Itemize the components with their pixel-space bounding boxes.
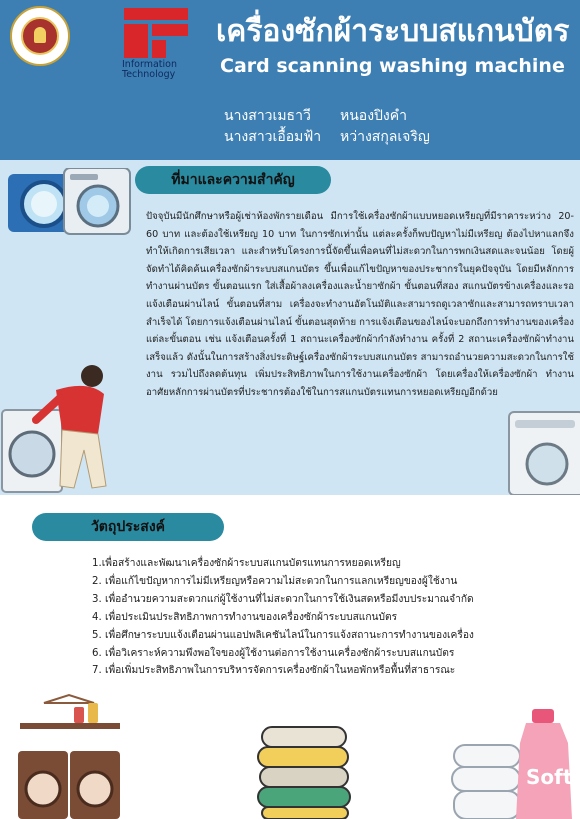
folded-clothes-stack-illustration	[252, 725, 362, 819]
objective-item: 7. เพื่อเพิ่มประสิทธิภาพในการบริหารจัดการเครื่องซักผ้าในหอพักหรือพื้นที่สาธารณะ	[92, 665, 456, 677]
bottle-label: Soft	[526, 765, 573, 789]
section-heading-objectives: วัตถุประสงค์	[32, 513, 224, 541]
it-logo-text	[122, 60, 202, 80]
person-loading-laundry-illustration	[0, 360, 140, 495]
author-first-name: นางสาวเมธาวี	[224, 108, 311, 124]
author-row	[224, 106, 430, 127]
author-last-name: หนองปิงคำ	[340, 108, 407, 124]
title-thai: เครื่องซักผ้าระบบสแกนบัตร	[216, 14, 570, 49]
objective-item: 4. เพื่อประเมินประสิทธิภาพการทำงานของเครื่องซักผ้าระบบสแกนบัตร	[92, 611, 398, 623]
author-last-name: หว่างสกุลเจริญ	[340, 129, 430, 145]
background-section	[0, 160, 580, 495]
college-logo	[10, 6, 70, 66]
background-body-text: ปัจจุบันมีนักศึกษาหรือผู้เช่าห้องพักรายเดือน มีการใช้เครื่องซักผ้าแบบหยอดเหรียญที่มีราคาระหว่าง 20-60 บาท และต้องใช้เหรียญ 10 บาท ในการซักเท่านั้น แต่ละครั้งก็พบปัญหาไม่มีเหรียญ ต้องไปหาแลกจึงทำให้เกิดการเสียเวลา และสำหรับโครงการนี้จัดขึ้นเพื่อคนที่ไม่สะดวกในการพกเงินสดและจนน้อย โดยผู้จัดทำได้คิดค้นเครื่องซักผ้าระบบสแกนบัตร ขึ้นเพื่อแก้ไขปัญหาของประชากรในยุคปัจจุบัน โดยมีหลักการทำงานผ่านบัตร ขั้นตอนแรก ใส่เสื้อผ้าลงเครื่องและน้ำยาซักผ้า ขั้นตอนที่สอง สแกนบัตรข้างเครื่องและรอแจ้งเตือนผ่านไลน์ ขั้นตอนที่สาม เครื่องจะทำงานอัตโนมัติและสามารถดูเวลาซักและสามารถทราบเวลาสำเร็จได้ โดยการแจ้งเตือนผ่านไลน์ ขั้นตอนสุดท้าย การแจ้งเตือนของไลน์จะบอกถึงการทำงานของเครื่อง แต่ละขั้นตอน เช่น แจ้งเตือนครั้งที่ 1 สถานะเครื่องซักผ้ากำลังทำงาน ครั้งที่ 2 สถานะเครื่องซักผ้าทำงานเสร็จแล้ว ดังนั้นในการสร้างสิ่งประดิษฐ์เครื่องซักผ้าระบบสแกนบัตร สามารถอำนวยความสะดวกในการใช้งาน รวมไปถึงลดต้นทุน เพิ่มประสิทธิภาพในการใช้งานเครื่องซักผ้า โดยเครื่องให้เครื่องซักผ้า ทำงานอาศัยหลักการผ่านบัตรที่ประชากรต้องใช้ในการสแกนบัตรแทนการหยอดเหรียญอีกด้วย	[146, 211, 574, 398]
it-logo-line2: Technology	[122, 69, 176, 80]
bottle-icon	[512, 709, 580, 819]
softener-bottle-illustration	[512, 709, 580, 819]
laundry-shelf-illustration	[14, 693, 124, 819]
objective-item: 1.เพื่อสร้างและพัฒนาเครื่องซักผ้าระบบสแกนบัตรแทนการหยอดเหรียญ	[92, 558, 401, 569]
title-english: Card scanning washing machine	[220, 55, 565, 77]
washer-right-illustration	[505, 408, 580, 495]
objectives-list	[92, 555, 572, 680]
author-list	[224, 106, 430, 148]
washing-machines-illustration	[4, 168, 132, 238]
author-first-name: นางสาวเอื้อมฟ้า	[224, 129, 322, 145]
objectives-section	[0, 495, 580, 819]
poster-header	[0, 0, 580, 160]
section-heading-background: ที่มาและความสำคัญ	[135, 166, 331, 194]
objective-item: 3. เพื่ออำนวยความสะดวกแก่ผู้ใช้งานที่ไม่สะดวกในการใช้เงินสดหรือมีงบประมาณจำกัด	[92, 593, 474, 605]
objective-item: 6. เพื่อวิเคราะห์ความพึงพอใจของผู้ใช้งานต่อการใช้งานเครื่องซักผ้าระบบสแกนบัตร	[92, 647, 455, 659]
towels-illustration	[450, 739, 520, 819]
college-emblem-icon	[21, 17, 59, 55]
objective-item: 5. เพื่อศึกษาระบบแจ้งเตือนผ่านแอปพลิเคชันไลน์ในการแจ้งสถานะการทำงานของเครื่อง	[92, 629, 474, 641]
objective-item: 2. เพื่อแก้ไขปัญหาการไม่มีเหรียญหรือความไม่สะดวกในการแลกเหรียญของผู้ใช้งาน	[92, 575, 458, 587]
author-row	[224, 127, 430, 148]
it-logo-line1: Information	[122, 59, 177, 70]
